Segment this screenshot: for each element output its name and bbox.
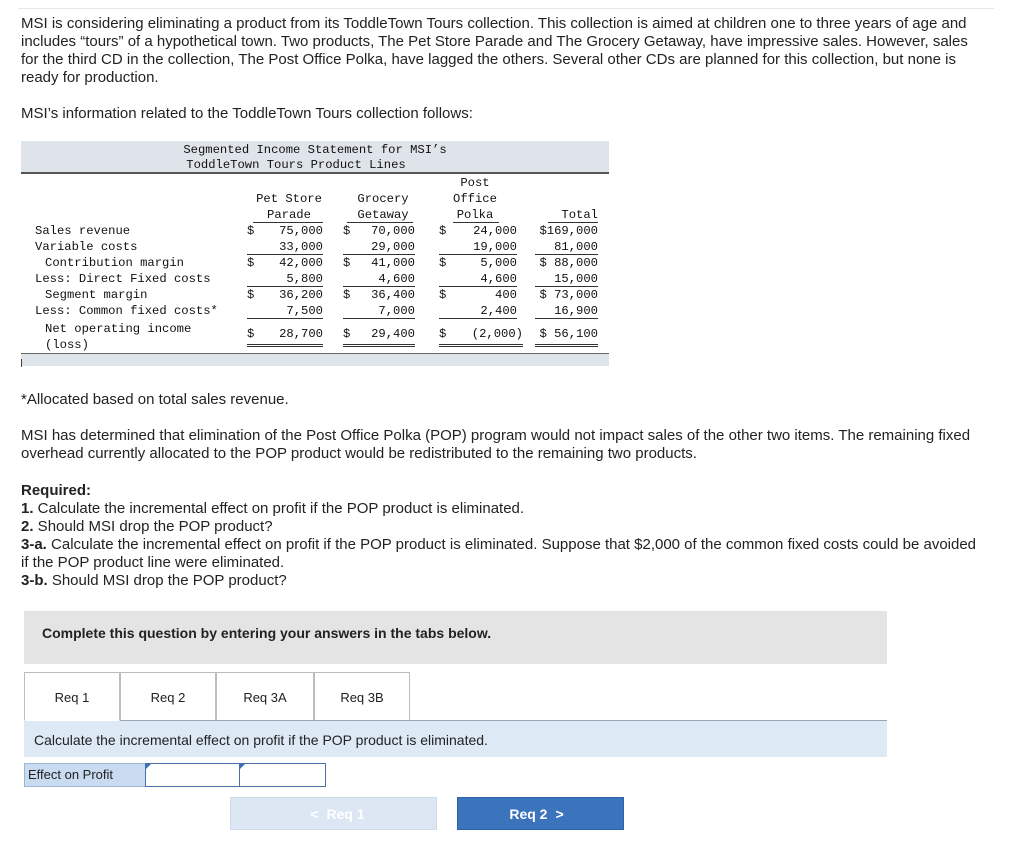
text: 3-a. [21, 536, 47, 553]
sales-total: $169,000 [539, 224, 598, 238]
underline [439, 254, 517, 255]
effect-on-profit-input-2[interactable] [239, 763, 326, 787]
underline [535, 286, 598, 287]
row-label-direct-fixed: Less: Direct Fixed costs [35, 272, 211, 286]
statement-left-tick [21, 359, 22, 367]
text: $ [247, 256, 255, 270]
col-pet-line1: Pet Store [256, 192, 322, 206]
underline [535, 254, 598, 255]
segment-total: $ 73,000 [539, 288, 598, 302]
text: 2. [21, 518, 34, 535]
col-pet-underline [253, 222, 323, 223]
text: Calculate the incremental effect on profit if the POP product is eliminated. Suppose that $2,000 of the common fixed costs could be avoided if the POP product line were eliminated. [21, 536, 977, 571]
variable-post: 19,000 [473, 240, 517, 254]
sales-grocery: 70,000 [371, 224, 415, 238]
prev-button[interactable] [230, 797, 437, 830]
tab-req-3a[interactable]: Req 3A [216, 672, 314, 721]
row-label-net-income-loss: (loss) [45, 338, 89, 352]
text: Calculate the incremental effect on profit if the POP product is eliminated. [33, 500, 525, 517]
underline [439, 286, 517, 287]
input-corner-marker [240, 764, 245, 769]
net-income-grocery: 29,400 [371, 327, 415, 341]
underline [439, 318, 517, 319]
footnote: *Allocated based on total sales revenue. [21, 391, 289, 408]
info-line: MSI’s information related to the ToddleTown Tours collection follows: [21, 105, 473, 122]
underline [247, 346, 323, 347]
required-item-3b [21, 572, 981, 590]
text: Should MSI drop the POP product? [47, 572, 287, 589]
underline [247, 344, 323, 345]
text: $ [439, 256, 447, 270]
required-section [21, 482, 981, 590]
text: 3-b. [21, 572, 48, 589]
net-income-post: (2,000) [471, 327, 523, 341]
statement-footer-band [21, 353, 609, 366]
col-grocery-line2: Getaway [357, 208, 409, 222]
row-label-sales: Sales revenue [35, 224, 131, 238]
segment-grocery: 36,400 [371, 288, 415, 302]
segment-pet: 36,200 [279, 288, 323, 302]
col-pet-line2: Parade [267, 208, 311, 222]
required-item-1 [21, 500, 981, 518]
contribution-post: 5,000 [480, 256, 517, 270]
statement-title-line1: Segmented Income Statement for MSI’s [183, 143, 447, 157]
sales-pet: 75,000 [279, 224, 323, 238]
tab-req-2[interactable]: Req 2 [120, 672, 216, 721]
effect-on-profit-input-1[interactable] [145, 763, 240, 787]
text: Should MSI drop the POP product? [33, 518, 273, 535]
direct-fixed-grocery: 4,600 [378, 272, 415, 286]
effect-on-profit-label: Effect on Profit [24, 763, 146, 787]
direct-fixed-total: 15,000 [554, 272, 598, 286]
required-heading: Required: [21, 482, 92, 499]
statement-footer-rule [21, 353, 609, 354]
col-grocery-underline [347, 222, 413, 223]
underline [247, 254, 323, 255]
row-dollar-post: $ [439, 224, 447, 238]
common-fixed-grocery: 7,000 [378, 304, 415, 318]
required-item-3a [21, 536, 981, 572]
text: $ [439, 327, 447, 341]
tab-req-1[interactable]: Req 1 [24, 672, 120, 721]
income-statement [21, 141, 609, 366]
variable-total: 81,000 [554, 240, 598, 254]
common-fixed-total: 16,900 [554, 304, 598, 318]
row-label-contribution: Contribution margin [45, 256, 184, 270]
net-income-total: $ 56,100 [539, 327, 598, 341]
intro-paragraph: MSI is considering eliminating a product from its ToddleTown Tours collection. This collection is aimed at children one to three years of age and includes “tours” of a hypothetical town. Two products, The Pet Store Parade and The Grocery Getaway, have impressive sales. However, sales for the third CD in the collection, The Post Office Polka, have lagged the others. Several other CDs are planned for this collection, but none is ready for production. [21, 15, 968, 86]
input-corner-marker [146, 764, 151, 769]
underline [535, 344, 598, 345]
underline [343, 254, 415, 255]
text: $ [247, 288, 255, 302]
tab-req-3b[interactable]: Req 3B [314, 672, 410, 721]
statement-title-line2: ToddleTown Tours Product Lines [186, 158, 406, 172]
underline [439, 344, 523, 345]
chevron-left-icon: < [310, 806, 319, 822]
text: $ [343, 256, 351, 270]
row-dollar-pet: $ [247, 224, 255, 238]
text: $ [343, 327, 351, 341]
row-dollar-grocery: $ [343, 224, 351, 238]
underline [343, 318, 415, 319]
underline [247, 286, 323, 287]
contribution-pet: 42,000 [279, 256, 323, 270]
underline [247, 318, 323, 319]
underline [535, 318, 598, 319]
underline [535, 346, 598, 347]
col-grocery-line1: Grocery [357, 192, 409, 206]
underline [439, 346, 523, 347]
next-button-label: Req 2 [509, 806, 548, 822]
contribution-total: $ 88,000 [539, 256, 598, 270]
underline [343, 286, 415, 287]
variable-pet: 33,000 [279, 240, 323, 254]
segment-post: 400 [495, 288, 517, 302]
prev-button-label: Req 1 [326, 806, 365, 822]
elimination-paragraph: MSI has determined that elimination of the Post Office Polka (POP) program would not impact sales of the other two items. The remaining fixed overhead currently allocated to the POP product would be redistributed to the remaining two products. [21, 427, 971, 462]
col-post-line3: Polka [456, 208, 494, 222]
underline [343, 346, 415, 347]
text: $ [439, 288, 447, 302]
col-post-line2: Office [453, 192, 497, 206]
underline [343, 344, 415, 345]
col-post-line1: Post [460, 176, 490, 190]
complete-prompt: Complete this question by entering your answers in the tabs below. [42, 625, 492, 641]
col-total: Total [561, 208, 598, 222]
next-button[interactable] [457, 797, 624, 830]
contribution-grocery: 41,000 [371, 256, 415, 270]
direct-fixed-pet: 5,800 [286, 272, 323, 286]
sales-post: 24,000 [473, 224, 517, 238]
chevron-right-icon: > [555, 806, 564, 822]
row-label-segment: Segment margin [45, 288, 148, 302]
col-total-underline [548, 222, 598, 223]
net-income-pet: 28,700 [279, 327, 323, 341]
required-item-2 [21, 518, 981, 536]
row-label-net-income: Net operating income [45, 322, 192, 336]
complete-prompt-box [24, 611, 887, 664]
row-label-common-fixed: Less: Common fixed costs* [35, 304, 218, 318]
col-post-underline [453, 222, 499, 223]
text: $ [247, 327, 255, 341]
row-label-variable: Variable costs [35, 240, 138, 254]
common-fixed-post: 2,400 [480, 304, 517, 318]
text: $ [343, 288, 351, 302]
top-divider [18, 8, 994, 9]
instruction-text: Calculate the incremental effect on profit if the POP product is eliminated. [34, 732, 488, 748]
variable-grocery: 29,000 [371, 240, 415, 254]
text: 1. [21, 500, 34, 517]
direct-fixed-post: 4,600 [480, 272, 517, 286]
instruction-bar [24, 721, 887, 757]
statement-header-rule [21, 172, 609, 174]
common-fixed-pet: 7,500 [286, 304, 323, 318]
